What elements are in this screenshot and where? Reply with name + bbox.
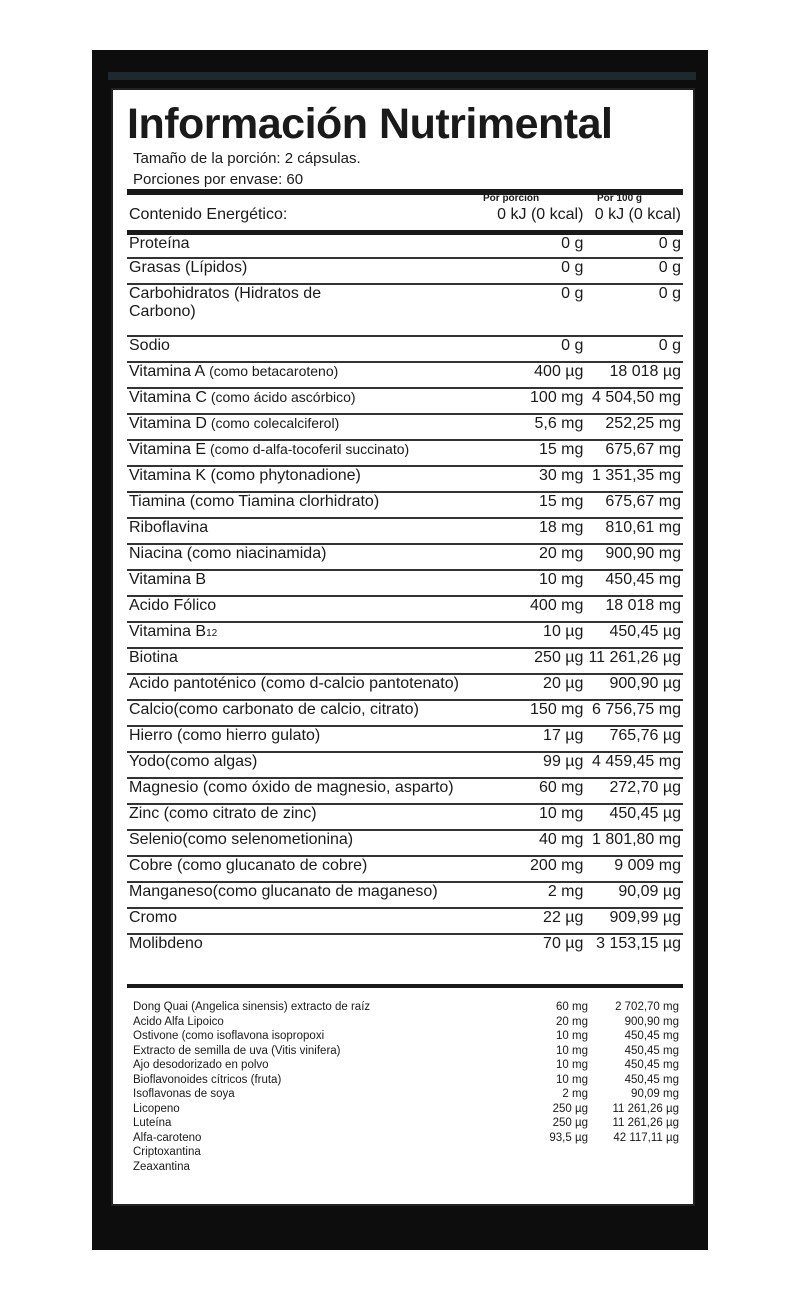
- nutrient-name-text: Vitamina A: [129, 363, 206, 380]
- nutrient-per-serving: 10 mg: [538, 571, 584, 588]
- nutrient-row: [127, 804, 683, 830]
- nutrient-name-text: Proteína: [129, 234, 190, 252]
- nutrient-name: [127, 232, 495, 258]
- nutrient-row: [127, 778, 683, 804]
- energy-label: Contenido Energético:: [129, 206, 288, 223]
- extra-per-100g: 900,90 mg: [624, 1015, 679, 1028]
- nutrient-row: [127, 752, 683, 778]
- nutrient-name-text: Vitamina D: [129, 415, 207, 432]
- nutrient-per-100g: 3 153,15 µg: [596, 935, 681, 952]
- nutrient-name: [127, 336, 495, 362]
- nutrient-per-serving: 10 µg: [543, 623, 584, 640]
- extra-name: Isoflavonas de soya: [133, 1088, 235, 1100]
- nutrient-row: [127, 258, 683, 284]
- nutrient-name-text: Cromo: [129, 909, 178, 926]
- nutrient-name: [127, 518, 495, 544]
- nutrient-name-text: Vitamina C: [129, 389, 207, 406]
- nutrient-per-100g: 90,09 µg: [618, 883, 681, 900]
- nutrient-name: [127, 440, 495, 466]
- nutrient-per-100g: 18 018 µg: [609, 363, 681, 380]
- extra-name: Dong Quai (Angelica sinensis) extracto de raíz: [133, 1001, 371, 1013]
- extra-per-serving: 250 µg: [552, 1102, 588, 1115]
- nutrient-name: [127, 700, 495, 726]
- nutrient-name: [127, 258, 495, 284]
- nutrient-per-serving: 99 µg: [543, 753, 584, 770]
- nutrient-row: [127, 284, 683, 336]
- nutrient-row: [127, 414, 683, 440]
- nutrient-per-100g: 1 801,80 mg: [592, 831, 681, 848]
- nutrient-name-text: Tiamina (como Tiamina clorhidrato): [129, 493, 380, 510]
- nutrient-per-serving: 17 µg: [543, 727, 584, 744]
- nutrient-per-serving: 0 g: [561, 337, 584, 354]
- nutrient-name-text: Cobre (como glucanato de cobre): [129, 857, 368, 874]
- extra-per-serving: 2 mg: [562, 1088, 588, 1100]
- nutrient-name: [127, 726, 495, 752]
- nutrient-name-text: Acido Fólico: [129, 597, 217, 614]
- nutrient-row: [127, 492, 683, 518]
- nutrient-per-100g: 11 261,26 µg: [588, 649, 681, 666]
- nutrient-per-serving: 5,6 mg: [534, 415, 584, 432]
- nutrient-name-text: Niacina (como niacinamida): [129, 545, 327, 562]
- nutrient-row: [127, 700, 683, 726]
- nutrient-per-serving: 200 mg: [530, 857, 584, 874]
- nutrient-per-serving: 10 mg: [538, 805, 584, 822]
- nutrient-name: [127, 388, 495, 414]
- nutrient-per-serving: 20 mg: [538, 545, 584, 562]
- extras-table: [133, 1000, 679, 1174]
- extra-row: [133, 1000, 679, 1015]
- energy-per-serving: 0 kJ (0 kcal): [497, 206, 584, 223]
- nutrient-row: [127, 856, 683, 882]
- energy-per-100g: 0 kJ (0 kcal): [594, 206, 681, 223]
- nutrition-panel: [111, 88, 695, 1206]
- nutrient-row: [127, 440, 683, 466]
- nutrient-per-100g: 900,90 mg: [605, 545, 681, 562]
- nutrient-table: [127, 206, 683, 960]
- nutrient-row: [127, 466, 683, 492]
- extra-row: [133, 1044, 679, 1059]
- nutrient-name: [127, 648, 495, 674]
- nutrient-per-serving: 18 mg: [538, 519, 584, 536]
- extra-per-serving: 10 mg: [556, 1073, 588, 1086]
- nutrient-row: [127, 518, 683, 544]
- nutrient-name: [127, 882, 495, 908]
- nutrient-per-serving: 40 mg: [538, 831, 584, 848]
- nutrient-per-100g: 909,99 µg: [609, 909, 681, 926]
- nutrient-name-text: Vitamina E: [129, 441, 207, 458]
- nutrient-per-serving: 22 µg: [543, 909, 584, 926]
- extra-row: [133, 1073, 679, 1088]
- nutrient-row: [127, 388, 683, 414]
- nutrient-row: [127, 648, 683, 674]
- nutrient-per-100g: 0 g: [658, 234, 681, 252]
- extra-per-100g: 2 702,70 mg: [615, 1001, 679, 1013]
- nutrient-row: [127, 544, 683, 570]
- extra-name: Ajo desodorizado en polvo: [133, 1059, 269, 1071]
- nutrient-name-text: Hierro (como hierro gulato): [129, 727, 321, 744]
- nutrient-name-text: Carbohidratos (Hidratos de: [129, 285, 322, 302]
- nutrient-row: [127, 726, 683, 752]
- nutrient-per-serving: 0 g: [561, 234, 584, 252]
- nutrient-per-serving: 2 mg: [547, 883, 584, 900]
- nutrient-per-serving: 400 mg: [530, 597, 584, 614]
- extra-per-100g: 11 261,26 µg: [612, 1102, 679, 1115]
- nutrient-name: [127, 856, 495, 882]
- nutrient-per-100g: 900,90 µg: [609, 675, 681, 692]
- nutrient-name: [127, 466, 495, 492]
- extra-per-100g: 11 261,26 µg: [612, 1117, 679, 1129]
- extra-row: [133, 1087, 679, 1102]
- nutrient-per-serving: 0 g: [561, 285, 584, 302]
- nutrient-row: [127, 830, 683, 856]
- nutrient-row: [127, 570, 683, 596]
- nutrient-row: [127, 674, 683, 700]
- extras-section: [127, 984, 683, 1173]
- extra-row: [133, 1116, 679, 1131]
- extra-per-serving: 93,5 µg: [549, 1131, 588, 1144]
- nutrient-name-text: Calcio(como carbonato de calcio, citrato): [129, 701, 419, 718]
- nutrient-name: [127, 362, 495, 388]
- nutrient-detail-text: (como ácido ascórbico): [206, 389, 356, 405]
- extra-name: Licopeno: [133, 1102, 180, 1115]
- serving-size: Tamaño de la porción: 2 cápsulas.: [133, 150, 361, 167]
- nutrient-per-100g: 0 g: [658, 337, 681, 354]
- extra-per-serving: 10 mg: [556, 1059, 588, 1071]
- nutrient-per-serving: 100 mg: [530, 389, 584, 406]
- nutrient-name-text: Zinc (como citrato de zinc): [129, 805, 317, 822]
- nutrient-row: [127, 232, 683, 258]
- nutrient-name-text: Yodo(como algas): [129, 753, 258, 770]
- nutrient-name: [127, 414, 495, 440]
- nutrient-per-serving: 30 mg: [538, 467, 584, 484]
- column-header-per-100g: Por 100 g: [597, 193, 643, 204]
- nutrient-per-100g: 450,45 µg: [609, 805, 681, 822]
- nutrient-per-serving: 70 µg: [543, 935, 584, 952]
- nutrient-per-serving: 15 mg: [538, 441, 584, 458]
- extra-per-100g: 90,09 mg: [631, 1088, 679, 1100]
- extra-per-100g: [588, 1145, 679, 1160]
- nutrient-detail-text: (como betacaroteno): [205, 363, 339, 379]
- nutrient-name: [127, 804, 495, 830]
- energy-row: [127, 206, 683, 232]
- extra-per-100g: 450,45 mg: [624, 1030, 679, 1042]
- nutrient-name-text: Vitamina B: [129, 571, 207, 588]
- nutrient-per-100g: 252,25 mg: [605, 415, 681, 432]
- extra-per-serving: 20 mg: [556, 1015, 588, 1028]
- nutrient-name-text: Selenio(como selenometionina): [129, 831, 354, 848]
- nutrient-name: [127, 596, 495, 622]
- nutrient-row: [127, 908, 683, 934]
- nutrient-name-text: Biotina: [129, 649, 178, 666]
- nutrient-name-text: Vitamina B: [129, 623, 207, 640]
- extra-per-100g: 450,45 mg: [624, 1059, 679, 1071]
- nutrient-name: [127, 492, 495, 518]
- nutrient-per-serving: 0 g: [561, 259, 584, 276]
- extra-per-100g: [588, 1160, 679, 1175]
- extra-per-serving: 250 µg: [552, 1117, 588, 1129]
- extra-per-serving: [518, 1145, 588, 1160]
- extra-per-serving: 10 mg: [556, 1030, 588, 1042]
- nutrient-name: [127, 908, 495, 934]
- extra-name: Acido Alfa Lipoico: [133, 1015, 224, 1028]
- nutrient-per-100g: 450,45 mg: [605, 571, 681, 588]
- nutrient-name: [127, 830, 495, 856]
- nutrient-detail-text: (como d-alfa-tocoferil succinato): [206, 441, 410, 457]
- nutrient-per-100g: 675,67 mg: [605, 493, 681, 510]
- nutrient-name-text: Magnesio (como óxido de magnesio, asparto): [129, 779, 454, 796]
- extra-name: Luteína: [133, 1117, 172, 1129]
- nutrient-per-100g: 765,76 µg: [609, 727, 681, 744]
- nutrient-per-serving: 150 mg: [530, 701, 584, 718]
- extra-row: [133, 1015, 679, 1030]
- extra-per-100g: 450,45 mg: [624, 1044, 679, 1057]
- extra-per-serving: 10 mg: [556, 1044, 588, 1057]
- nutrient-name-text: Molibdeno: [129, 935, 203, 952]
- nutrient-per-serving: 400 µg: [534, 363, 584, 380]
- nutrient-row: [127, 336, 683, 362]
- nutrient-per-100g: 6 756,75 mg: [592, 701, 681, 718]
- extra-name: Zeaxantina: [133, 1160, 190, 1173]
- nutrient-name: [127, 934, 495, 960]
- nutrient-detail-text: (como colecalciferol): [206, 415, 340, 431]
- nutrient-name-text: Sodio: [129, 337, 170, 354]
- extra-name: Criptoxantina: [133, 1146, 201, 1158]
- nutrient-per-100g: 810,61 mg: [605, 519, 681, 536]
- extra-per-100g: 42 117,11 µg: [613, 1131, 679, 1144]
- nutrient-name: [127, 778, 495, 804]
- nutrient-per-serving: 20 µg: [543, 675, 584, 692]
- nutrient-row: [127, 622, 683, 648]
- nutrient-row: [127, 596, 683, 622]
- extra-row: [133, 1145, 679, 1160]
- nutrient-detail-text: 12: [206, 628, 218, 639]
- page-title: Información Nutrimental: [127, 100, 613, 148]
- nutrient-name-text: Vitamina K (como phytonadione): [129, 467, 361, 484]
- nutrient-per-serving: 250 µg: [534, 649, 584, 666]
- nutrient-row: [127, 362, 683, 388]
- extra-name: Extracto de semilla de uva (Vitis vinifera): [133, 1044, 341, 1057]
- nutrient-per-100g: 272,70 µg: [609, 779, 681, 796]
- extra-per-serving: [518, 1160, 588, 1175]
- top-accent-line: [108, 72, 696, 80]
- extra-per-100g: 450,45 mg: [624, 1073, 679, 1086]
- nutrient-per-100g: 9 009 mg: [614, 857, 681, 874]
- nutrient-name: [127, 284, 495, 336]
- nutrient-per-100g: 0 g: [658, 285, 681, 302]
- extra-row: [133, 1058, 679, 1073]
- nutrient-detail-text: Carbono): [129, 303, 196, 320]
- nutrient-per-100g: 0 g: [658, 259, 681, 276]
- nutrient-per-serving: 15 mg: [538, 493, 584, 510]
- nutrient-per-100g: 675,67 mg: [605, 441, 681, 458]
- nutrient-per-100g: 4 459,45 mg: [592, 753, 681, 770]
- extra-per-serving: 60 mg: [556, 1001, 588, 1013]
- extra-row: [133, 1131, 679, 1146]
- nutrient-per-100g: 1 351,35 mg: [592, 467, 681, 484]
- nutrient-per-100g: 4 504,50 mg: [592, 389, 681, 406]
- nutrient-name: [127, 622, 495, 648]
- extra-name: Alfa-caroteno: [133, 1131, 202, 1144]
- nutrient-name-text: Grasas (Lípidos): [129, 259, 248, 276]
- extra-row: [133, 1160, 679, 1175]
- extra-row: [133, 1029, 679, 1044]
- nutrient-per-100g: 450,45 µg: [609, 623, 681, 640]
- extra-row: [133, 1102, 679, 1117]
- nutrient-name-text: Manganeso(como glucanato de maganeso): [129, 883, 438, 900]
- nutrient-row: [127, 882, 683, 908]
- nutrient-name-text: Riboflavina: [129, 519, 209, 536]
- extra-name: Bioflavonoides cítricos (fruta): [133, 1073, 282, 1086]
- nutrient-name: [127, 544, 495, 570]
- servings-per-container: Porciones por envase: 60: [133, 171, 304, 188]
- column-header-per-serving: Por porción: [483, 193, 540, 204]
- extra-name: Ostivone (como isoflavona isopropoxi: [133, 1030, 325, 1042]
- nutrient-per-100g: 18 018 mg: [605, 597, 681, 614]
- nutrient-row: [127, 934, 683, 960]
- nutrient-per-serving: 60 mg: [538, 779, 584, 796]
- nutrient-name: [127, 752, 495, 778]
- nutrient-name-text: Acido pantoténico (como d-calcio pantotenato): [129, 675, 459, 692]
- nutrient-name: [127, 570, 495, 596]
- nutrient-name: [127, 674, 495, 700]
